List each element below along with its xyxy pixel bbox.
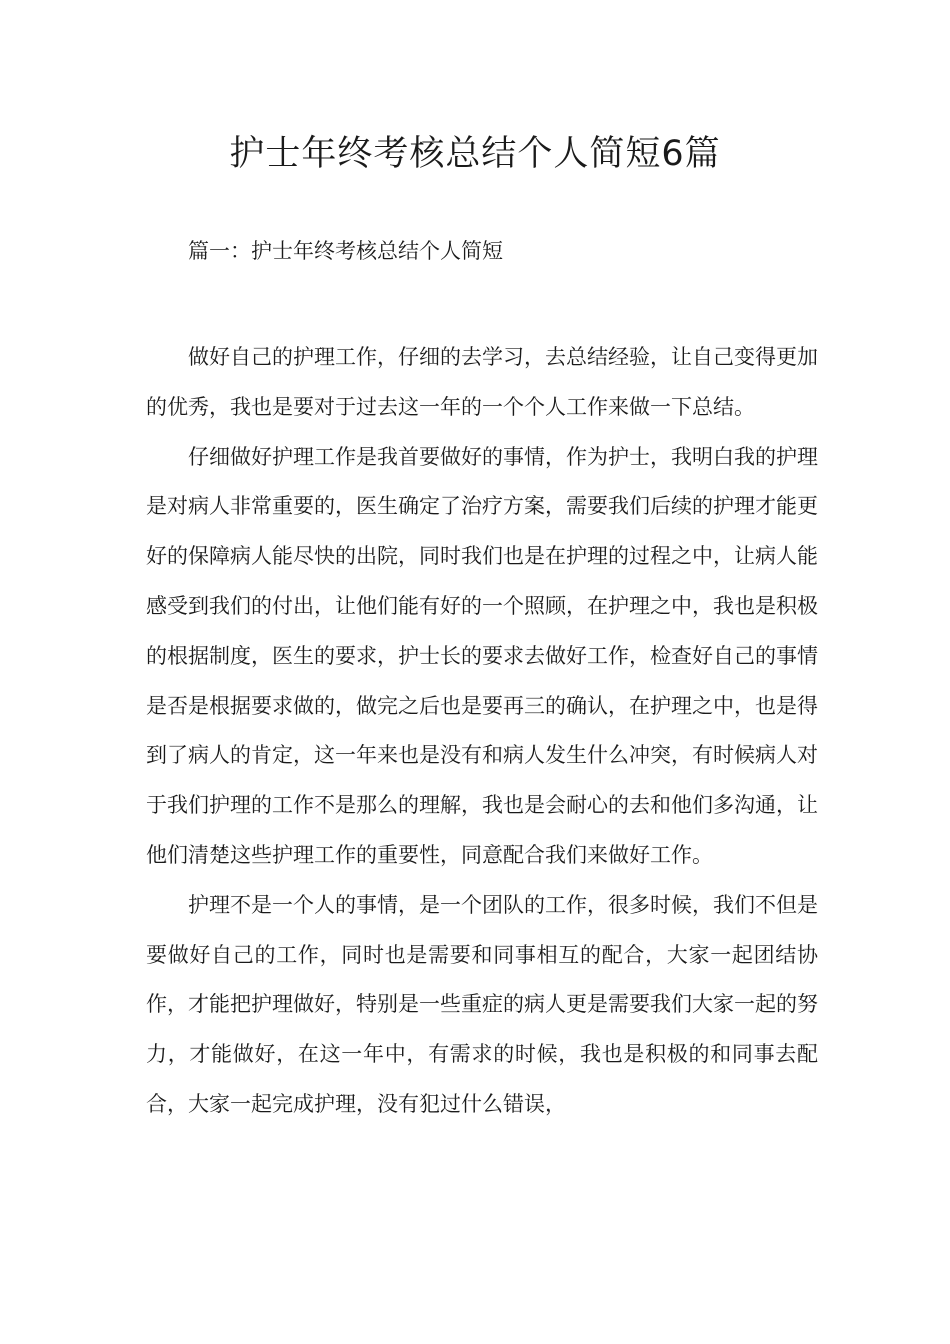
paragraph: 护理不是一个人的事情，是一个团队的工作，很多时候，我们不但是要做好自己的工作，同时也是需要和同事相互的配合，大家一起团结协作，才能把护理做好，特别是一些重症的病人更是需要我们大家一起的努力，才能做好，在这一年中，有需求的时候，我也是积极的和同事去配合，大家一起完成护理，没有犯过什么错误， [146,892,818,1116]
paragraph: 仔细做好护理工作是我首要做好的事情，作为护士，我明白我的护理是对病人非常重要的，医生确定了治疗方案，需要我们后续的护理才能更好的保障病人能尽快的出院，同时我们也是在护理的过程之中，让病人能感受到我们的付出，让他们能有好的一个照顾，在护理之中，我也是积极的根据制度，医生的要求，护士长的要求去做好工作，检查好自己的事情是否是根据要求做的，做完之后也是要再三的确认，在护理之中，也是得到了病人的肯定，这一年来也是没有和病人发生什么冲突，有时候病人对于我们护理的工作不是那么的理解，我也是会耐心的去和他们多沟通，让他们清楚这些护理工作的重要性，同意配合我们来做好工作。 [146,444,818,867]
document-title: 护士年终考核总结个人简短6篇 [229,134,721,174]
paragraph: 做好自己的护理工作，仔细的去学习，去总结经验，让自己变得更加的优秀，我也是要对于过去这一年的一个个人工作来做一下总结。 [146,345,818,419]
section-heading: 篇一：护士年终考核总结个人简短 [188,239,503,263]
document-body [146,333,818,1130]
